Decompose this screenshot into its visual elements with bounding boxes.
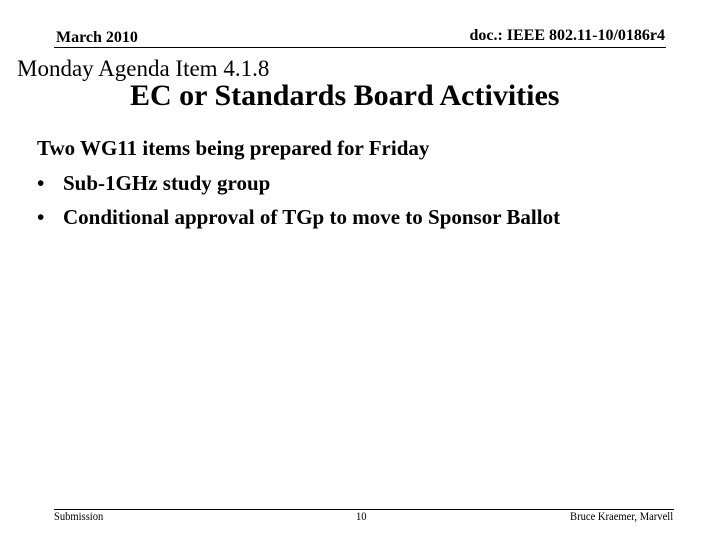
bullet-text: Conditional approval of TGp to move to Sponsor Ballot	[63, 205, 561, 229]
bullet-marker: •	[37, 170, 45, 195]
slide-title: EC or Standards Board Activities	[130, 79, 560, 112]
agenda-item: Monday Agenda Item 4.1.8	[17, 56, 270, 81]
slide-body	[37, 131, 560, 235]
bullet-marker: •	[37, 205, 45, 229]
header-divider	[54, 47, 666, 48]
body-intro: Two WG11 items being prepared for Friday	[37, 136, 430, 160]
footer-submission: Submission	[54, 509, 104, 523]
bullet-text: Sub-1GHz study group	[63, 170, 271, 195]
header-date: March 2010	[56, 29, 138, 46]
footer-author: Bruce Kraemer, Marvell	[569, 509, 673, 523]
bullet-item	[37, 200, 560, 235]
bullet-item	[37, 166, 560, 201]
header-doc-id: doc.: IEEE 802.11-10/0186r4	[469, 27, 665, 44]
footer-page-number: 10	[356, 509, 367, 523]
